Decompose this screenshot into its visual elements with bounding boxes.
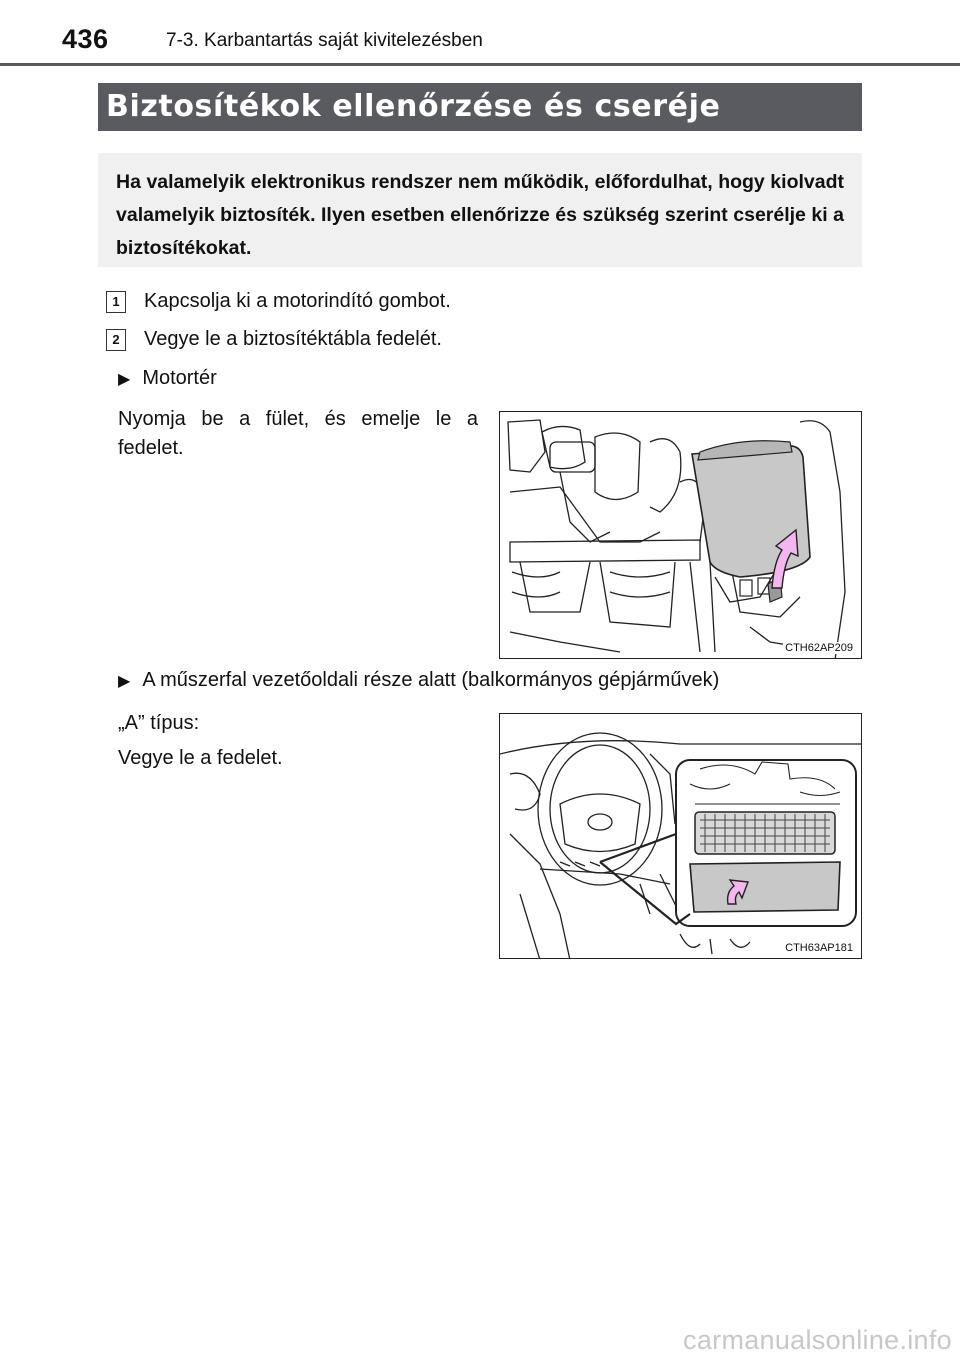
figure-code: CTH62AP209	[785, 642, 853, 654]
section-heading-text: Motortér	[142, 367, 217, 389]
dashboard-fuse-illustration	[500, 714, 862, 959]
step-number: 2	[106, 329, 126, 351]
header-rule	[0, 63, 960, 66]
type-label: „A” típus:	[118, 712, 200, 734]
step-number: 1	[106, 291, 126, 313]
engine-compartment-illustration	[500, 412, 862, 659]
dashboard-instruction: Vegye le a fedelet.	[118, 747, 283, 769]
triangle-bullet-icon: ▶	[118, 370, 131, 388]
dashboard-fuse-figure	[499, 713, 862, 959]
watermark: carmanualsonline.info	[683, 1325, 952, 1355]
page-number: 436	[62, 24, 109, 54]
step-text: Vegye le a biztosítéktábla fedelét.	[144, 328, 442, 350]
section-heading-engine	[118, 367, 217, 390]
step-2	[106, 328, 442, 351]
page-title: Biztosítékok ellenőrzése és cseréje	[98, 83, 862, 131]
step-text: Kapcsolja ki a motorindító gombot.	[144, 290, 451, 312]
running-header: 7-3. Karbantartás saját kivitelezésben	[166, 30, 483, 51]
section-heading-text: A műszerfal vezetőoldali része alatt (balkormányos gépjárművek)	[142, 669, 720, 691]
section-heading-dashboard	[118, 669, 719, 692]
intro-box: Ha valamelyik elektronikus rendszer nem működik, előfordulhat, hogy kiolvadt valamelyik biztosíték. Ilyen esetben ellenőrizze és szükség szerint cserélje ki a biztosítékokat.	[98, 153, 862, 267]
engine-compartment-figure	[499, 411, 862, 659]
triangle-bullet-icon: ▶	[118, 672, 131, 690]
step-1	[106, 290, 451, 313]
figure-code: CTH63AP181	[785, 942, 853, 954]
engine-instruction: Nyomja be a fület, és emelje le a fedelet.	[118, 408, 478, 459]
